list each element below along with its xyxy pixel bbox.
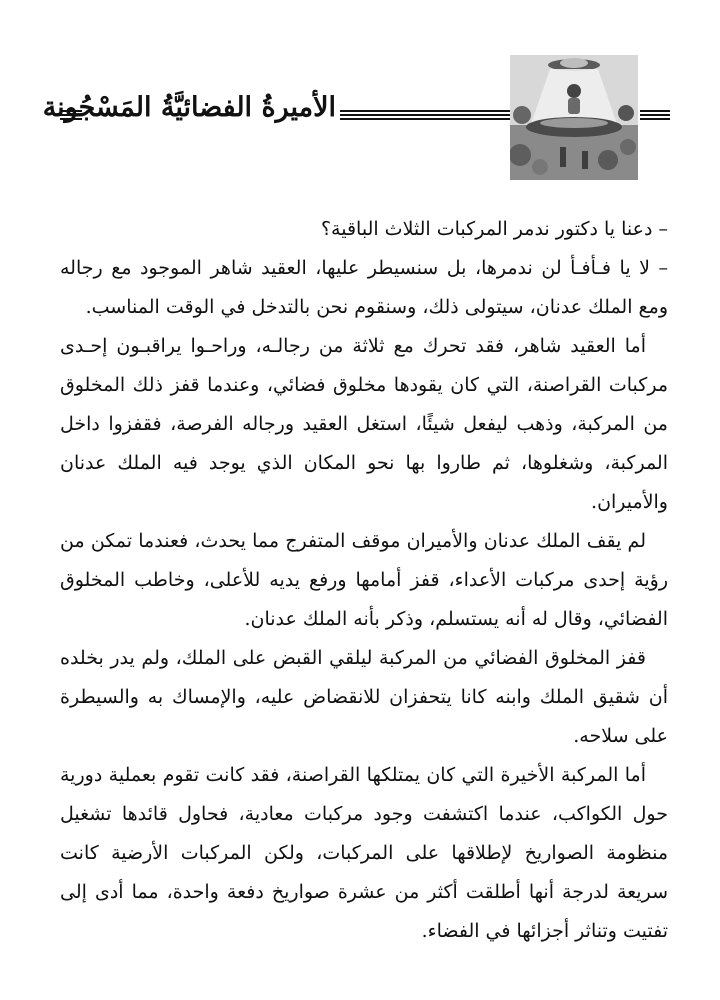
dialogue-line: – لا يا فـأفـأ لن ندمرها، بل سنسيطر عليها، العقيد شاهر الموجود مع رجاله ومع الملك عدنان، سيتولى ذلك، وسنقوم نحن بالتدخل في الوقت المناسب.	[60, 257, 668, 318]
title-rule-right	[640, 110, 670, 124]
paragraph: أما العقيد شاهر، فقد تحرك مع ثلاثة من رجالـه، وراحـوا يراقبـون إحـدى مركبات القراصنة، التي كان يقودها مخلوق فضائي، وعندما قفز ذلك المخلوق من المركبة، وذهب ليفعل شيئًا، استغل العقيد ورجاله الفرصة، فقفزوا داخل المركبة، وشغلوها، ثم طاروا بها نحو المكان الذي يوجد فيه الملك عدنان والأميران.	[60, 335, 668, 513]
title-rule-middle	[340, 110, 510, 124]
story-text	[60, 210, 668, 951]
paragraph: لم يقف الملك عدنان والأميران موقف المتفرج مما يحدث، فعندما تمكن من رؤية إحدى مركبات الأعداء، قفز أمامها ورفع يديه للأعلى، وخاطب المخلوق الفضائي، وقال له أنه يستسلم، وذكر بأنه الملك عدنان.	[60, 530, 668, 630]
page-title: الأميرةُ الفضائيَّةُ المَسْجُونة	[42, 92, 336, 123]
dialogue-line: – دعنا يا دكتور ندمر المركبات الثلاث الباقية؟	[320, 218, 668, 240]
spaceship-illustration-icon	[510, 55, 638, 180]
paragraph: أما المركبة الأخيرة التي كان يمتلكها القراصنة، فقد كانت تقوم بعملية دورية حول الكواكب، عندما اكتشفت وجود مركبات معادية، فحاول قائدها تشغيل منظومة الصواريخ لإطلاقها على المركبات، ولكن المركبات الأرضية كانت سريعة لدرجة أنها أطلقت أكثر من عشرة صواريخ دفعة واحدة، مما أدى إلى تفتيت وتناثر أجزائها في الفضاء.	[60, 764, 668, 942]
page-header	[0, 0, 720, 200]
paragraph: قفز المخلوق الفضائي من المركبة ليلقي القبض على الملك، ولم يدر بخلده أن شقيق الملك وابنه كانا يتحفزان للانقضاض عليه، والإمساك به والسيطرة على سلاحه.	[60, 647, 668, 747]
